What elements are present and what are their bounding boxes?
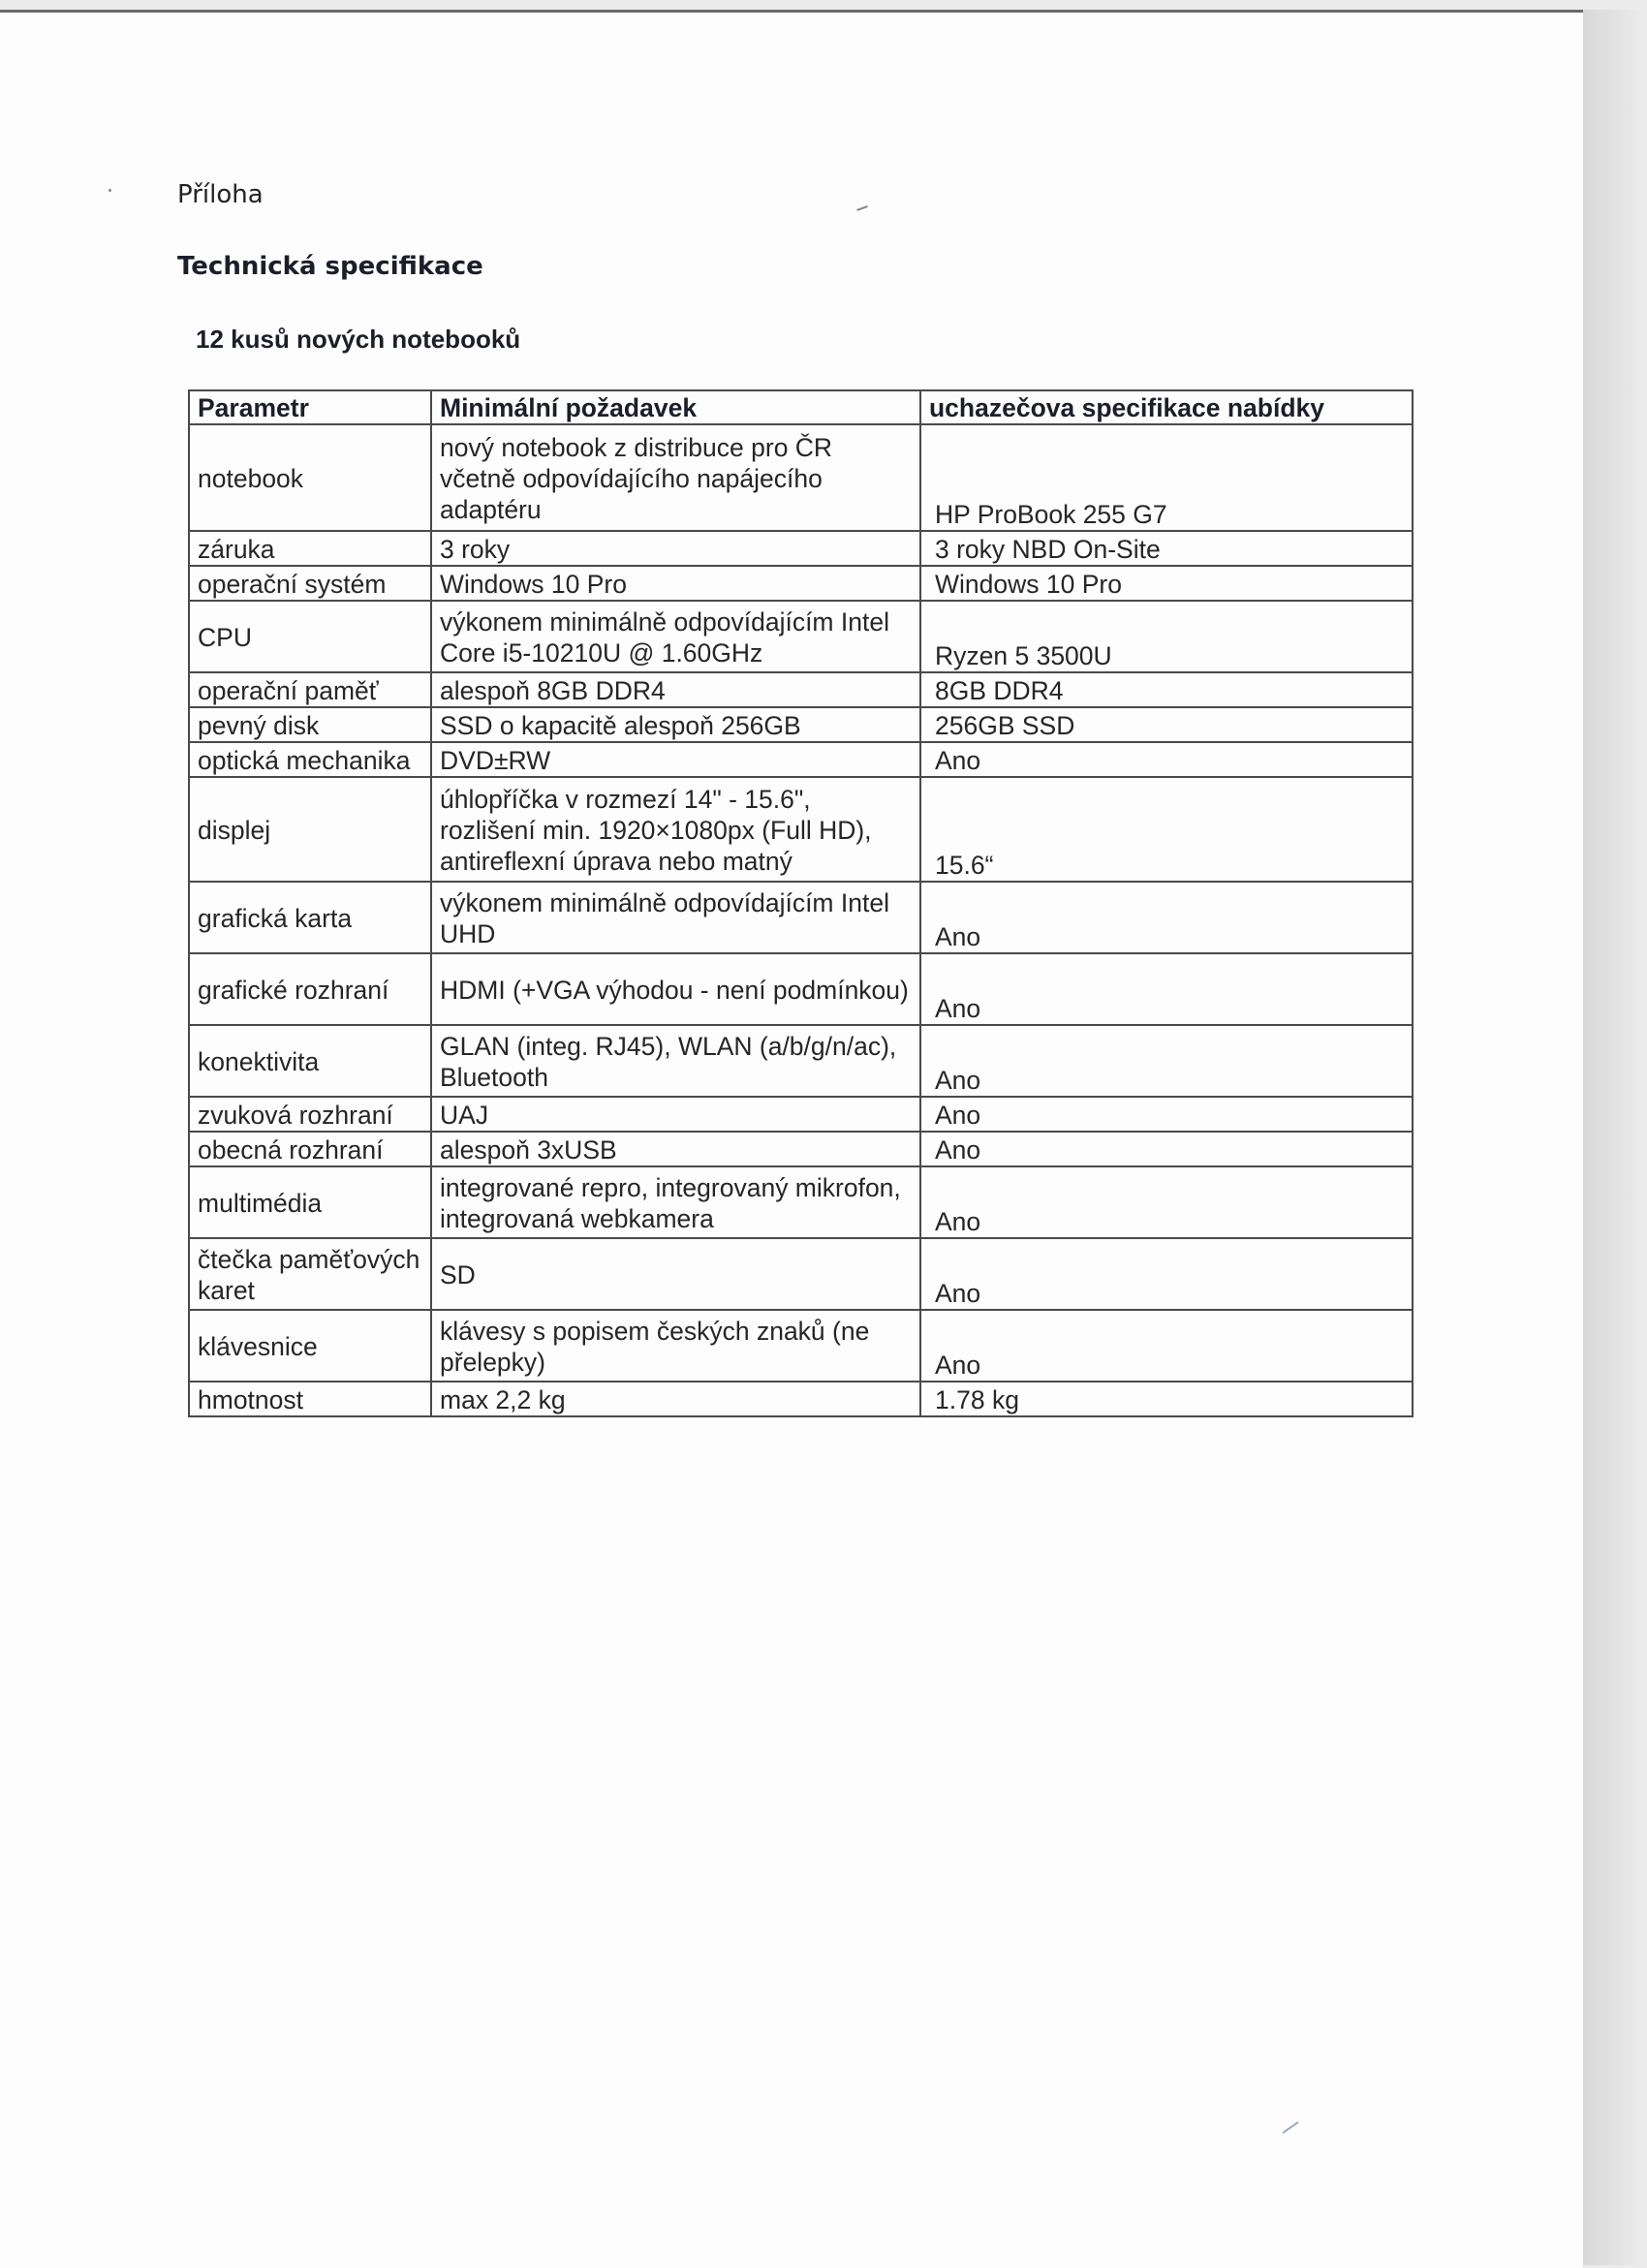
cell-parameter: čtečka paměťových karet [189,1238,431,1310]
cell-requirement: Windows 10 Pro [431,566,920,601]
table-row [189,1382,1413,1416]
table-row [189,601,1413,672]
table-row [189,1166,1413,1238]
table-row [189,1025,1413,1097]
scan-edge [1583,10,1647,2265]
table-row [189,742,1413,777]
table-row [189,672,1413,707]
table-row [189,1132,1413,1166]
cell-offer: Ano [920,742,1413,777]
cell-offer: Windows 10 Pro [920,566,1413,601]
cell-offer: HP ProBook 255 G7 [920,424,1413,531]
cell-offer: Ano [920,882,1413,953]
table-row [189,424,1413,531]
cell-parameter: multimédia [189,1166,431,1238]
table-row [189,1238,1413,1310]
cell-requirement: 3 roky [431,531,920,566]
cell-parameter: záruka [189,531,431,566]
cell-parameter: zvuková rozhraní [189,1097,431,1132]
cell-requirement: GLAN (integ. RJ45), WLAN (a/b/g/n/ac), Bluetooth [431,1025,920,1097]
cell-requirement: SSD o kapacitě alespoň 256GB [431,707,920,742]
cell-requirement: výkonem minimálně odpovídajícím Intel UHD [431,882,920,953]
cell-parameter: konektivita [189,1025,431,1097]
cell-offer: 8GB DDR4 [920,672,1413,707]
cell-requirement: klávesy s popisem českých znaků (ne přelepky) [431,1310,920,1382]
cell-offer: 1.78 kg [920,1382,1413,1416]
cell-offer: Ano [920,1132,1413,1166]
cell-requirement: nový notebook z distribuce pro ČR včetně odpovídajícího napájecího adaptéru [431,424,920,531]
page-subtitle: 12 kusů nových notebooků [196,325,521,354]
cell-requirement: SD [431,1238,920,1310]
cell-offer: Ano [920,1310,1413,1382]
table-row [189,707,1413,742]
cell-offer: Ryzen 5 3500U [920,601,1413,672]
cell-offer: Ano [920,1025,1413,1097]
scan-speck [109,189,111,192]
cell-offer: 15.6“ [920,777,1413,882]
cell-parameter: optická mechanika [189,742,431,777]
table-row [189,953,1413,1025]
page-title: Technická specifikace [177,252,483,281]
cell-offer: Ano [920,1238,1413,1310]
cell-requirement: max 2,2 kg [431,1382,920,1416]
cell-offer: 256GB SSD [920,707,1413,742]
cell-parameter: pevný disk [189,707,431,742]
table-row [189,1097,1413,1132]
cell-parameter: grafické rozhraní [189,953,431,1025]
cell-parameter: operační paměť [189,672,431,707]
cell-offer: Ano [920,1166,1413,1238]
table-row [189,777,1413,882]
header-parameter: Parametr [189,390,431,424]
header-offer: uchazečova specifikace nabídky [920,390,1413,424]
cell-requirement: alespoň 8GB DDR4 [431,672,920,707]
table-row [189,882,1413,953]
cell-parameter: notebook [189,424,431,531]
cell-requirement: UAJ [431,1097,920,1132]
cell-requirement: integrované repro, integrovaný mikrofon, integrovaná webkamera [431,1166,920,1238]
cell-parameter: CPU [189,601,431,672]
table-row [189,1310,1413,1382]
cell-parameter: displej [189,777,431,882]
cell-requirement: alespoň 3xUSB [431,1132,920,1166]
table-row [189,531,1413,566]
cell-parameter: grafická karta [189,882,431,953]
cell-offer: Ano [920,1097,1413,1132]
cell-parameter: operační systém [189,566,431,601]
cell-offer: Ano [920,953,1413,1025]
cell-parameter: hmotnost [189,1382,431,1416]
cell-requirement: úhlopříčka v rozmezí 14" - 15.6", rozlišení min. 1920×1080px (Full HD), antireflexní úprava nebo matný [431,777,920,882]
appendix-label: Příloha [177,180,264,209]
cell-requirement: DVD±RW [431,742,920,777]
specification-table [188,389,1414,1417]
cell-requirement: HDMI (+VGA výhodou - není podmínkou) [431,953,920,1025]
header-requirement: Minimální požadavek [431,390,920,424]
table-row [189,566,1413,601]
cell-parameter: klávesnice [189,1310,431,1382]
cell-parameter: obecná rozhraní [189,1132,431,1166]
cell-requirement: výkonem minimálně odpovídajícím Intel Core i5-10210U @ 1.60GHz [431,601,920,672]
cell-offer: 3 roky NBD On-Site [920,531,1413,566]
table-header-row [189,390,1413,424]
